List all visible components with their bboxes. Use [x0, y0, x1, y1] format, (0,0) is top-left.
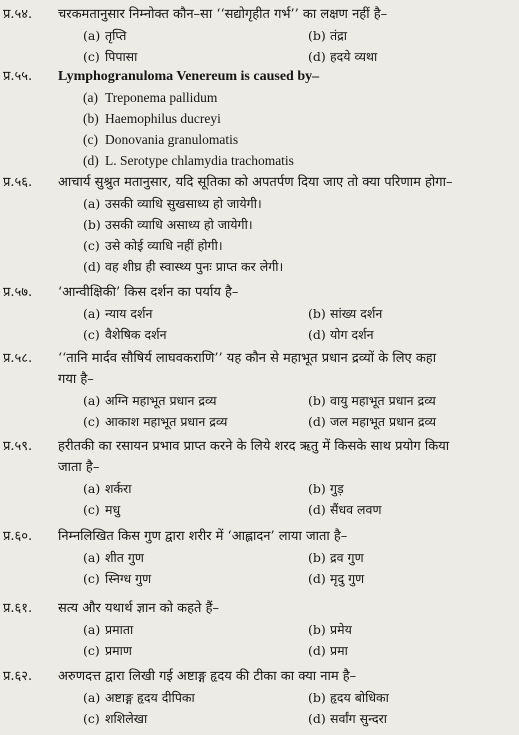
option-d: (d) मृदु गुण [308, 571, 365, 586]
question-text-line: हरीतकी का रसायन प्रभाव प्राप्त करने के लिये शरद ऋतु में किसके साथ प्रयोग किया [58, 439, 450, 454]
option-a: (a) प्रमाता [83, 622, 134, 637]
option-b: (b) हृदय बोधिका [308, 690, 389, 705]
question-58 [3, 348, 517, 432]
question-text: निम्नलिखित किस गुण द्वारा शरीर में ‘आह्लादन’ लाया जाता है– [58, 529, 348, 544]
option-d: (d) सर्वांग सुन्दरा [308, 711, 387, 726]
question-61 [3, 598, 517, 661]
question-text [58, 436, 517, 478]
option-c: (c) स्निग्ध गुण [83, 571, 152, 586]
question-text: सत्य और यथार्थ ज्ञान को कहते हैं– [58, 601, 219, 616]
option-d: (d) वह शीघ्र ही स्वास्थ्य पुनः प्राप्त कर लेगी। [83, 259, 284, 274]
option-a: (a) अग्नि महाभूत प्रधान द्रव्य [83, 393, 217, 408]
option-d: (d) जल महाभूत प्रधान द्रव्य [308, 414, 437, 429]
question-54 [3, 4, 517, 67]
option-a: (a) न्याय दर्शन [83, 306, 153, 321]
option-b: (b) गुड़ [308, 481, 344, 496]
option-b: (b) Haemophilus ducreyi [83, 111, 221, 126]
option-b: (b) प्रमेय [308, 622, 352, 637]
question-57 [3, 282, 517, 345]
question-text: Lymphogranuloma Venereum is caused by– [58, 69, 320, 84]
question-number: प्र.५४. [3, 7, 33, 22]
question-59 [3, 436, 517, 520]
option-d: (d) प्रमा [308, 643, 348, 658]
option-d: (d) L. Serotype chlamydia trachomatis [83, 153, 294, 168]
option-b: (b) तंद्रा [308, 28, 348, 43]
question-number: प्र.५५. [3, 69, 33, 84]
option-c: (c) प्रमाण [83, 643, 132, 658]
option-a: (a) शीत गुण [83, 550, 144, 565]
question-number: प्र.६२. [3, 669, 33, 684]
option-b: (b) उसकी व्याधि असाध्य हो जायेगी। [83, 217, 253, 232]
question-number: प्र.६१. [3, 601, 33, 616]
question-56 [3, 172, 517, 277]
option-a: (a) तृप्ति [83, 28, 127, 43]
question-text: चरकमतानुसार निम्नोक्त कौन–सा ‘‘सद्योगृहीत गर्भ’’ का लक्षण नहीं है– [58, 7, 388, 22]
option-c: (c) वैशेषिक दर्शन [83, 327, 167, 342]
option-c: (c) आकाश महाभूत प्रधान द्रव्य [83, 414, 228, 429]
option-d: (d) सैंधव लवण [308, 502, 382, 517]
question-text: अरुणदत्त द्वारा लिखी गई अष्टाङ्ग हृदय की टीका का क्या नाम है– [58, 669, 357, 684]
question-number: प्र.५६. [3, 175, 33, 190]
option-c: (c) Donovania granulomatis [83, 132, 239, 147]
question-text [58, 348, 517, 390]
question-number: प्र.५८. [3, 351, 33, 366]
option-a: (a) Treponema pallidum [83, 90, 218, 105]
option-a: (a) शर्करा [83, 481, 132, 496]
question-number: प्र.६०. [3, 529, 33, 544]
option-c: (c) पिपासा [83, 49, 138, 64]
question-text-line: जाता है– [58, 460, 100, 475]
option-c: (c) मधु [83, 502, 121, 517]
option-a: (a) अष्टाङ्ग हृदय दीपिका [83, 690, 195, 705]
question-number: प्र.५९. [3, 439, 33, 454]
question-number: प्र.५७. [3, 285, 33, 300]
question-60 [3, 526, 517, 589]
option-c: (c) शशिलेखा [83, 711, 148, 726]
question-55 [3, 66, 517, 171]
question-text-line: ‘‘तानि मार्दव सौषिर्य लाघवकराणि’’ यह कौन से महाभूत प्रधान द्रव्यों के लिए कहा [58, 351, 437, 366]
option-d: (d) हदये व्यथा [308, 49, 378, 64]
option-b: (b) द्रव गुण [308, 550, 364, 565]
option-c: (c) उसे कोई व्याधि नहीं होगी। [83, 238, 223, 253]
option-a: (a) उसकी व्याधि सुखसाध्य हो जायेगी। [83, 196, 262, 211]
option-b: (b) सांख्य दर्शन [308, 306, 383, 321]
option-d: (d) योग दर्शन [308, 327, 374, 342]
question-62 [3, 666, 517, 729]
option-b: (b) वायु महाभूत प्रधान द्रव्य [308, 393, 436, 408]
question-text-line: गया है– [58, 372, 94, 387]
question-text: ‘आन्वीक्षिकी’ किस दर्शन का पर्याय है– [58, 285, 239, 300]
question-text: आचार्य सुश्रुत मतानुसार, यदि सूतिका को अपतर्पण दिया जाए तो क्या परिणाम होगा– [58, 175, 453, 190]
